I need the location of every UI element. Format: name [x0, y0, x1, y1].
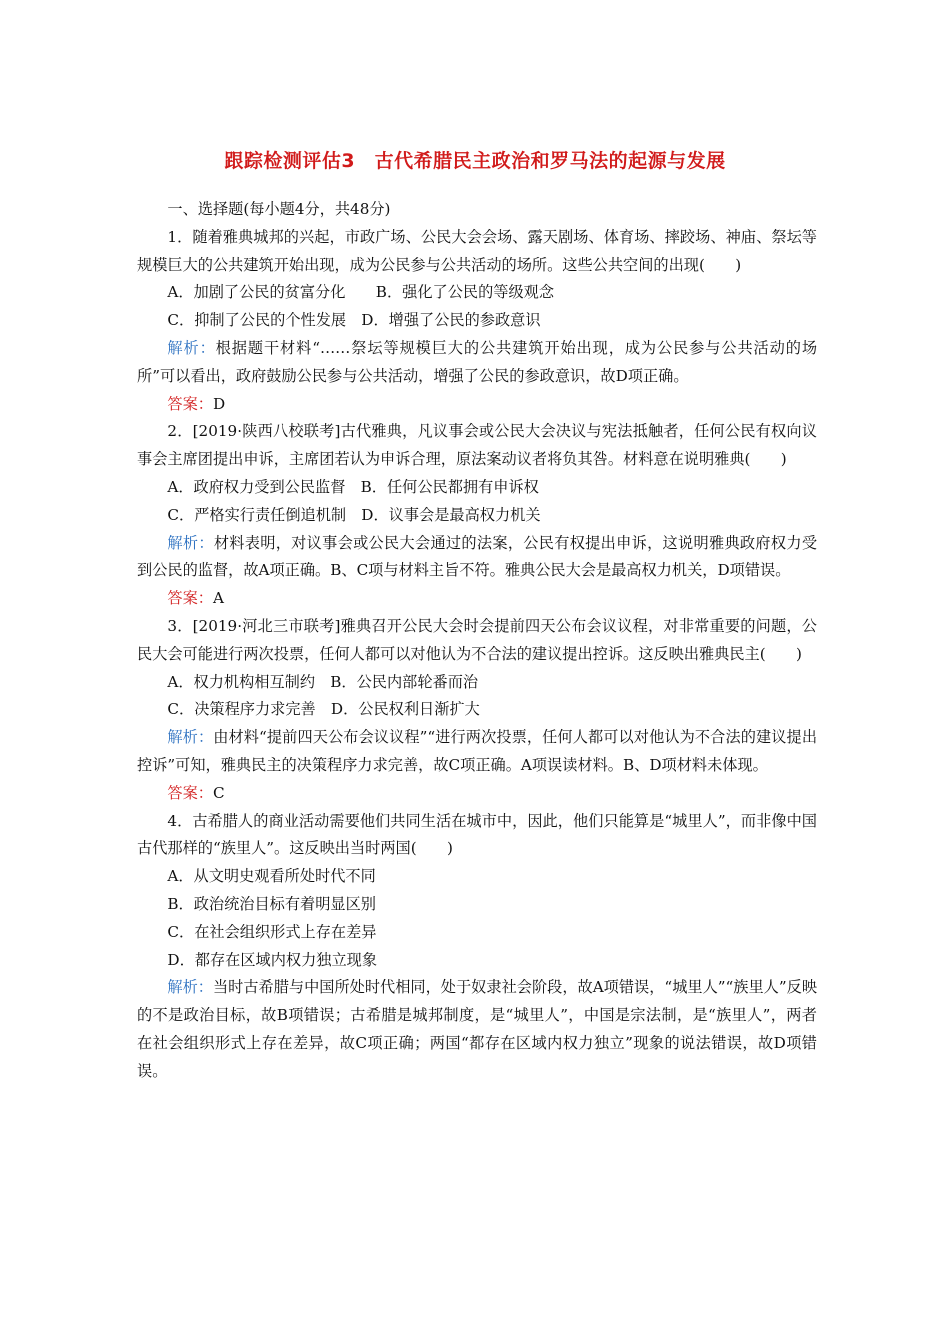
question-4 — [137, 808, 817, 1086]
question-stem: 2．[2019·陕西八校联考]古代雅典，凡议事会或公民大会决议与宪法抵触者，任何公民有权向议事会主席团提出申诉，主席团若认为申诉合理，原法案动议者将负其咎。材料意在说明雅典( ) — [137, 422, 817, 469]
analysis — [137, 530, 817, 586]
answer — [137, 391, 817, 419]
question-stem: 1．随着雅典城邦的兴起，市政广场、公民大会会场、露天剧场、体育场、摔跤场、神庙、祭坛等规模巨大的公共建筑开始出现，成为公民参与公共活动的场所。这些公共空间的出现( ) — [137, 227, 817, 274]
question-stem: 4．古希腊人的商业活动需要他们共同生活在城市中，因此，他们只能算是“城里人”，而非像中国古代那样的“族里人”。这反映出当时两国( ) — [137, 811, 817, 858]
analysis-label: 解析： — [167, 978, 213, 997]
question-body — [137, 196, 817, 1086]
analysis-label: 解析： — [167, 338, 216, 357]
answer-value: C — [212, 783, 225, 802]
option-row: D．都存在区域内权力独立现象 — [167, 950, 378, 969]
analysis-label: 解析： — [167, 728, 214, 747]
page-title: 跟踪检测评估3 古代希腊民主政治和罗马法的起源与发展 — [224, 150, 726, 172]
answer-label: 答案： — [167, 394, 213, 413]
analysis — [137, 335, 817, 391]
analysis-text: 由材料“提前四天公布会议议程”“进行两次投票，任何人都可以对他认为不合法的建议提出控诉”可知，雅典民主的决策程序力求完善，故C项正确。A项误读材料。B、D项材料未体现。 — [137, 728, 818, 774]
option-row: A．加剧了公民的贫富分化 B．强化了公民的等级观念 — [167, 283, 555, 302]
analysis-text: 根据题干材料“……祭坛等规模巨大的公共建筑开始出现，成为公民参与公共活动的场所”可以看出，政府鼓励公民参与公共活动，增强了公民的参政意识，故D项正确。 — [137, 338, 818, 385]
option-row: A．从文明史观看所处时代不同 — [167, 867, 376, 886]
question-1 — [137, 224, 817, 419]
option-row: C．严格实行责任倒追机制 D．议事会是最高权力机关 — [167, 505, 541, 524]
option-row: C．抑制了公民的个性发展 D．增强了公民的参政意识 — [167, 311, 541, 330]
option-row: C．决策程序力求完善 D．公民权利日渐扩大 — [167, 700, 480, 719]
option-row: A．权力机构相互制约 B．公民内部轮番而治 — [167, 672, 479, 691]
analysis-text: 当时古希腊与中国所处时代相同，处于奴隶社会阶段，故A项错误，“城里人”“族里人”反映的不是政治目标，故B项错误；古希腊是城邦制度，是“城里人”，中国是宗法制，是“族里人”，两者在社会组织形式上存在差异，故C项正确；两国“都存在区域内权力独立”现象的说法错误，故D项错误。 — [137, 978, 818, 1080]
option-row: B．政治统治目标有着明显区别 — [167, 894, 376, 913]
answer-label: 答案： — [167, 783, 213, 802]
option-row: A．政府权力受到公民监督 B．任何公民都拥有申诉权 — [167, 477, 539, 496]
question-2 — [137, 418, 817, 613]
question-stem: 3．[2019·河北三市联考]雅典召开公民大会时会提前四天公布会议议程，对非常重要的问题，公民大会可能进行两次投票，任何人都可以对他认为不合法的建议提出控诉。这反映出雅典民主( ) — [137, 616, 817, 663]
option-row: C．在社会组织形式上存在差异 — [167, 922, 377, 941]
answer — [137, 780, 817, 808]
answer — [137, 585, 817, 613]
question-3 — [137, 613, 817, 808]
answer-label: 答案： — [167, 589, 213, 608]
answer-value: D — [212, 394, 226, 413]
section-heading: 一、选择题(每小题4分，共48分) — [167, 200, 391, 218]
analysis — [137, 974, 817, 1085]
analysis-text: 材料表明，对议事会或公民大会通过的法案，公民有权提出申诉，这说明雅典政府权力受到公民的监督，故A项正确。B、C项与材料主旨不符。雅典公民大会是最高权力机关，D项错误。 — [137, 533, 818, 580]
answer-value: A — [212, 589, 224, 608]
analysis — [137, 724, 817, 780]
analysis-label: 解析： — [167, 533, 214, 552]
